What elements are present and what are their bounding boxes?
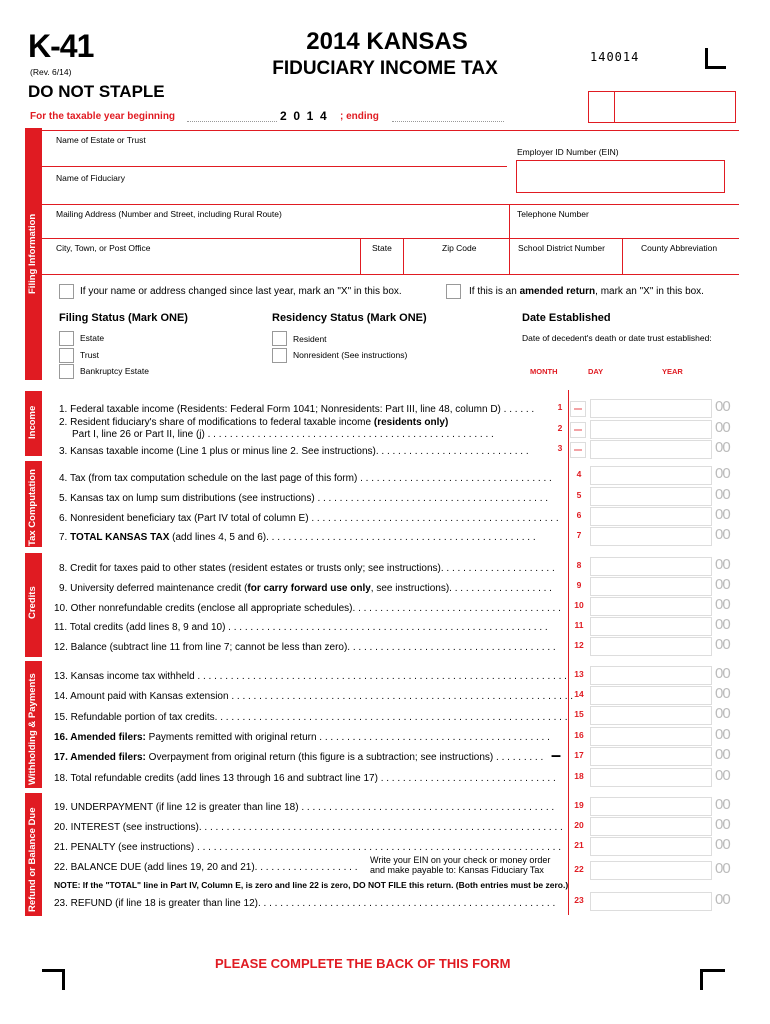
line-3-sign-box[interactable] — [570, 442, 586, 458]
line-number-22: 22 — [574, 864, 584, 874]
date-field[interactable] — [522, 348, 722, 364]
line-14-amount-field[interactable] — [590, 686, 712, 705]
line-number-6: 6 — [576, 510, 582, 520]
month-label: MONTH — [530, 367, 558, 376]
line-number-12: 12 — [574, 640, 584, 650]
line-12-cents: 00 — [715, 636, 730, 653]
sidebar-label-income: Income — [27, 405, 38, 439]
line-16-bold: 16. Amended filers: — [54, 732, 146, 743]
line-6-amount-field[interactable] — [590, 507, 712, 526]
rule-1 — [42, 130, 739, 131]
sidebar-refund — [25, 793, 42, 916]
sidebar-income — [25, 391, 42, 456]
line-6-cents: 00 — [715, 506, 730, 523]
name-changed-label: If your name or address changed since last year, mark an "X" in this box. — [80, 286, 402, 297]
line-7-cents: 00 — [715, 526, 730, 543]
line-number-8: 8 — [576, 560, 582, 570]
estate-option: Estate — [80, 333, 105, 343]
line-7-text — [59, 532, 536, 543]
sidebar-label-filing: Filing Information — [27, 213, 38, 294]
line-1-sign-box[interactable] — [570, 401, 586, 417]
line-number-13: 13 — [574, 669, 584, 679]
line-number-19: 19 — [574, 800, 584, 810]
sidebar-label-withholding: Withholding & Payments — [27, 673, 38, 785]
line-16-rest: Payments remitted with original return . . . . . . . . . . . . . . . . . . . . . . . . . . . . . . . . . . . . . . . . . . — [145, 732, 550, 743]
line-17-amount-field[interactable] — [590, 747, 712, 766]
year-digits: 2 0 1 4 — [280, 109, 327, 123]
line-19-cents: 00 — [715, 796, 730, 813]
line-2-text — [59, 417, 448, 428]
trust-option: Trust — [80, 350, 100, 360]
line-10-text: 10. Other nonrefundable credits (enclose all appropriate schedules). . . . . . . . . . . . . . . . . . . . . . . . . . . . . . . . . . . . . . — [54, 603, 561, 614]
resident-checkbox[interactable] — [272, 331, 287, 346]
day-label: DAY — [588, 367, 604, 376]
estate-name-field[interactable] — [56, 148, 496, 164]
line-17-bold: 17. Amended filers: — [54, 752, 146, 763]
line-number-2: 2 — [557, 423, 563, 433]
line-7-amount-field[interactable] — [590, 527, 712, 546]
line-18-amount-field[interactable] — [590, 768, 712, 787]
name-changed-checkbox[interactable] — [59, 284, 74, 299]
line-number-17: 17 — [574, 750, 584, 760]
line-9-text — [59, 583, 552, 594]
zip-label: Zip Code — [442, 243, 477, 253]
line-2-amount-field[interactable] — [590, 420, 712, 439]
ending-date-field[interactable] — [392, 120, 504, 122]
line-number-21: 21 — [574, 840, 584, 850]
amount-column-divider — [568, 390, 569, 915]
line-21-text: 21. PENALTY (see instructions) . . . . . . . . . . . . . . . . . . . . . . . . . . . . . . . . . . . . . . . . . . . . . . . . . . . . . . . . . . . . . . . . . . — [54, 842, 561, 853]
fiduciary-field[interactable] — [56, 186, 496, 202]
bankruptcy-checkbox[interactable] — [59, 364, 74, 379]
line-19-amount-field[interactable] — [590, 797, 712, 816]
rule-2 — [42, 166, 507, 167]
rule-v-county — [622, 238, 623, 274]
line-4-cents: 00 — [715, 465, 730, 482]
line-15-cents: 00 — [715, 705, 730, 722]
line-15-amount-field[interactable] — [590, 706, 712, 725]
line-12-amount-field[interactable] — [590, 637, 712, 656]
trust-checkbox[interactable] — [59, 348, 74, 363]
residency-status-heading: Residency Status (Mark ONE) — [272, 312, 427, 324]
header-box-small[interactable] — [588, 91, 616, 123]
amended-return-checkbox[interactable] — [446, 284, 461, 299]
city-label: City, Town, or Post Office — [56, 243, 151, 253]
file-note: NOTE: If the "TOTAL" line in Part IV, Column E, is zero and line 22 is zero, DO NOT FILE this return. (Both entries must be zero.) — [54, 880, 569, 890]
line-1-minus-mark — [574, 408, 582, 410]
line-9-cents: 00 — [715, 576, 730, 593]
amended-pre: If this is an — [469, 286, 520, 297]
year-label: YEAR — [662, 367, 683, 376]
beginning-date-field[interactable] — [187, 120, 277, 122]
rule-3 — [42, 204, 739, 205]
sidebar-label-tax: Tax Computation — [27, 469, 38, 546]
line-17-text — [54, 752, 543, 763]
sidebar-tax-computation — [25, 461, 42, 547]
line-16-text — [54, 732, 550, 743]
school-district-label: School District Number — [518, 243, 605, 253]
line-16-cents: 00 — [715, 726, 730, 743]
line-number-5: 5 — [576, 490, 582, 500]
line-number-7: 7 — [576, 530, 582, 540]
corner-mark-bottom-left — [42, 969, 65, 990]
barcode-number: 140014 — [590, 50, 640, 64]
sidebar-filing-information — [25, 128, 42, 380]
amended-return-label — [469, 286, 704, 297]
line-22-text: 22. BALANCE DUE (add lines 19, 20 and 21). . . . . . . . . . . . . . . . . . . — [54, 862, 358, 873]
sidebar-withholding — [25, 661, 42, 788]
line-16-amount-field[interactable] — [590, 727, 712, 746]
line-number-11: 11 — [574, 620, 584, 630]
line-4-amount-field[interactable] — [590, 466, 712, 485]
address-label: Mailing Address (Number and Street, including Rural Route) — [56, 209, 282, 219]
line-number-9: 9 — [576, 580, 582, 590]
ending-label: ; ending — [340, 111, 379, 122]
line-4-text: 4. Tax (from tax computation schedule on the last page of this form) . . . . . . . . . . . . . . . . . . . . . . . . . . . . . . . . . . . — [59, 473, 552, 484]
line-23-cents: 00 — [715, 891, 730, 908]
do-not-staple: DO NOT STAPLE — [28, 82, 165, 101]
line-number-23: 23 — [574, 895, 584, 905]
date-description: Date of decedent's death or date trust established: — [522, 333, 712, 343]
line-1-cents: 00 — [715, 398, 730, 415]
line-9-text-b: , see instructions). . . . . . . . . . . . . . . . . . . — [370, 583, 552, 594]
line-22-cents: 00 — [715, 860, 730, 877]
line-18-cents: 00 — [715, 767, 730, 784]
title-line-2: FIDUCIARY INCOME TAX — [272, 58, 498, 79]
line-11-text: 11. Total credits (add lines 8, 9 and 10) . . . . . . . . . . . . . . . . . . . . . . . . . . . . . . . . . . . . . . . . . . . . . . . . . . . . . . . . . . — [54, 622, 548, 633]
line-23-amount-field[interactable] — [590, 892, 712, 911]
line-5-amount-field[interactable] — [590, 487, 712, 506]
rule-5 — [42, 274, 739, 275]
form-id: K-41 — [28, 28, 94, 64]
line-14-cents: 00 — [715, 685, 730, 702]
line-number-18: 18 — [574, 771, 584, 781]
line-6-text: 6. Nonresident beneficiary tax (Part IV total of column E) . . . . . . . . . . . . . . . . . . . . . . . . . . . . . . . . . . . . . . . . . . . . . — [59, 513, 559, 524]
line-11-cents: 00 — [715, 616, 730, 633]
line-number-3: 3 — [557, 443, 563, 453]
line-5-cents: 00 — [715, 486, 730, 503]
line-2-text-a: 2. Resident fiduciary's share of modifications to federal taxable income — [59, 417, 374, 428]
line-2-text-bold: (residents only) — [373, 417, 449, 428]
line-7-text-a: 7. — [59, 532, 71, 543]
line-2-text-cont: Part I, line 26 or Part II, line (j) . . . . . . . . . . . . . . . . . . . . . . . . . . . . . . . . . . . . . . . . . . . . . . . . . . . . — [72, 429, 494, 440]
ein-label: Employer ID Number (EIN) — [517, 147, 619, 157]
line-2-minus-mark — [574, 429, 582, 431]
line-21-amount-field[interactable] — [590, 837, 712, 856]
footer-instruction: PLEASE COMPLETE THE BACK OF THIS FORM — [215, 956, 511, 971]
ein-note-2: and make payable to: Kansas Fiduciary Tax — [370, 865, 544, 875]
line-17-minus: – — [551, 745, 562, 765]
line-19-text: 19. UNDERPAYMENT (if line 12 is greater than line 18) . . . . . . . . . . . . . . . . . . . . . . . . . . . . . . . . . . . . . . . . . . . . . . — [54, 802, 555, 813]
amended-post: , mark an "X" in this box. — [595, 286, 704, 297]
line-9-amount-field[interactable] — [590, 577, 712, 596]
line-9-text-bold: for carry forward use only — [247, 583, 371, 594]
line-13-text: 13. Kansas income tax withheld . . . . . . . . . . . . . . . . . . . . . . . . . . . . . . . . . . . . . . . . . . . . . . . . . . . . . . . . . . . . . . . . . . . — [54, 671, 567, 682]
estate-name-label: Name of Estate or Trust — [56, 135, 146, 145]
line-3-text: 3. Kansas taxable income (Line 1 plus or minus line 2. See instructions). . . . . . . . . . . . . . . . . . . . . . . . . . . . — [59, 446, 529, 457]
rule-4 — [42, 238, 739, 239]
line-18-text: 18. Total refundable credits (add lines 13 through 16 and subtract line 17) . . . . . . . . . . . . . . . . . . . . . . . . . . . . . . . . — [54, 773, 556, 784]
rule-v-phone — [509, 204, 510, 274]
nonresident-option: Nonresident (See instructions) — [293, 350, 408, 360]
sidebar-label-refund: Refund or Balance Due — [27, 807, 38, 912]
line-2-cents: 00 — [715, 419, 730, 436]
line-21-cents: 00 — [715, 836, 730, 853]
line-20-amount-field[interactable] — [590, 817, 712, 836]
county-label: County Abbreviation — [641, 243, 718, 253]
line-13-cents: 00 — [715, 665, 730, 682]
revision-label: (Rev. 6/14) — [30, 67, 72, 77]
line-2-sign-box[interactable] — [570, 422, 586, 438]
line-13-amount-field[interactable] — [590, 666, 712, 685]
line-number-4: 4 — [576, 469, 582, 479]
taxable-year-label: For the taxable year beginning — [30, 111, 176, 122]
ein-note-1: Write your EIN on your check or money order — [370, 855, 551, 865]
rule-v-zip — [403, 238, 404, 274]
bankruptcy-option: Bankruptcy Estate — [80, 366, 149, 376]
line-14-text: 14. Amount paid with Kansas extension . . . . . . . . . . . . . . . . . . . . . . . . . . . . . . . . . . . . . . . . . . . . . . . . . . . . . . . . . . . . . . — [54, 691, 574, 702]
line-20-cents: 00 — [715, 816, 730, 833]
line-3-amount-field[interactable] — [590, 440, 712, 459]
corner-mark-bottom-right — [700, 969, 725, 990]
line-9-text-a: 9. University deferred maintenance credit ( — [59, 583, 248, 594]
line-7-text-b: (add lines 4, 5 and 6). . . . . . . . . . . . . . . . . . . . . . . . . . . . . . . . . . . . . . . . . . . . . . . . . — [169, 532, 536, 543]
fiduciary-label: Name of Fiduciary — [56, 173, 125, 183]
line-10-amount-field[interactable] — [590, 597, 712, 616]
line-11-amount-field[interactable] — [590, 617, 712, 636]
line-3-minus-mark — [574, 449, 582, 451]
state-label: State — [372, 243, 392, 253]
nonresident-checkbox[interactable] — [272, 348, 287, 363]
date-established-heading: Date Established — [522, 312, 611, 324]
line-number-14: 14 — [574, 689, 584, 699]
title-line-1: 2014 KANSAS — [306, 28, 468, 55]
line-17-cents: 00 — [715, 746, 730, 763]
line-1-amount-field[interactable] — [590, 399, 712, 418]
phone-label: Telephone Number — [517, 209, 589, 219]
sidebar-credits — [25, 553, 42, 657]
line-8-amount-field[interactable] — [590, 557, 712, 576]
line-number-15: 15 — [574, 709, 584, 719]
line-12-text: 12. Balance (subtract line 11 from line 7; cannot be less than zero). . . . . . . . . . . . . . . . . . . . . . . . . . . . . . . . . . . . . . — [54, 642, 556, 653]
line-15-text: 15. Refundable portion of tax credits. . . . . . . . . . . . . . . . . . . . . . . . . . . . . . . . . . . . . . . . . . . . . . . . . . . . . . . . . . . . . . . . — [54, 712, 568, 723]
line-number-1: 1 — [557, 402, 563, 412]
estate-checkbox[interactable] — [59, 331, 74, 346]
rule-v-state — [360, 238, 361, 274]
line-8-cents: 00 — [715, 556, 730, 573]
line-17-rest: Overpayment from original return (this figure is a subtraction; see instructions) . . . . . . . . . — [145, 752, 544, 763]
line-number-16: 16 — [574, 730, 584, 740]
line-3-cents: 00 — [715, 439, 730, 456]
line-22-amount-field[interactable] — [590, 861, 712, 880]
resident-option: Resident — [293, 334, 327, 344]
line-number-20: 20 — [574, 820, 584, 830]
header-box-large[interactable] — [614, 91, 736, 123]
line-8-text: 8. Credit for taxes paid to other states (resident estates or trusts only; see instructions). . . . . . . . . . . . . . . . . . . . . — [59, 563, 555, 574]
ein-field[interactable] — [516, 160, 725, 193]
line-23-text: 23. REFUND (if line 18 is greater than line 12). . . . . . . . . . . . . . . . . . . . . . . . . . . . . . . . . . . . . . . . . . . . . . . . . . . . . . — [54, 898, 556, 909]
line-number-10: 10 — [574, 600, 584, 610]
filing-status-heading: Filing Status (Mark ONE) — [59, 312, 188, 324]
corner-mark-top-right — [705, 48, 726, 69]
amended-bold: amended return — [519, 286, 596, 297]
line-1-text: 1. Federal taxable income (Residents: Federal Form 1041; Nonresidents: Part III, line 48, column D) . . . . . . — [59, 404, 535, 415]
line-7-text-bold: TOTAL KANSAS TAX — [70, 532, 170, 543]
line-10-cents: 00 — [715, 596, 730, 613]
sidebar-label-credits: Credits — [27, 586, 38, 619]
line-5-text: 5. Kansas tax on lump sum distributions (see instructions) . . . . . . . . . . . . . . . . . . . . . . . . . . . . . . . . . . . . . . . . . . — [59, 493, 549, 504]
line-20-text: 20. INTEREST (see instructions). . . . . . . . . . . . . . . . . . . . . . . . . . . . . . . . . . . . . . . . . . . . . . . . . . . . . . . . . . . . . . . . . . — [54, 822, 563, 833]
